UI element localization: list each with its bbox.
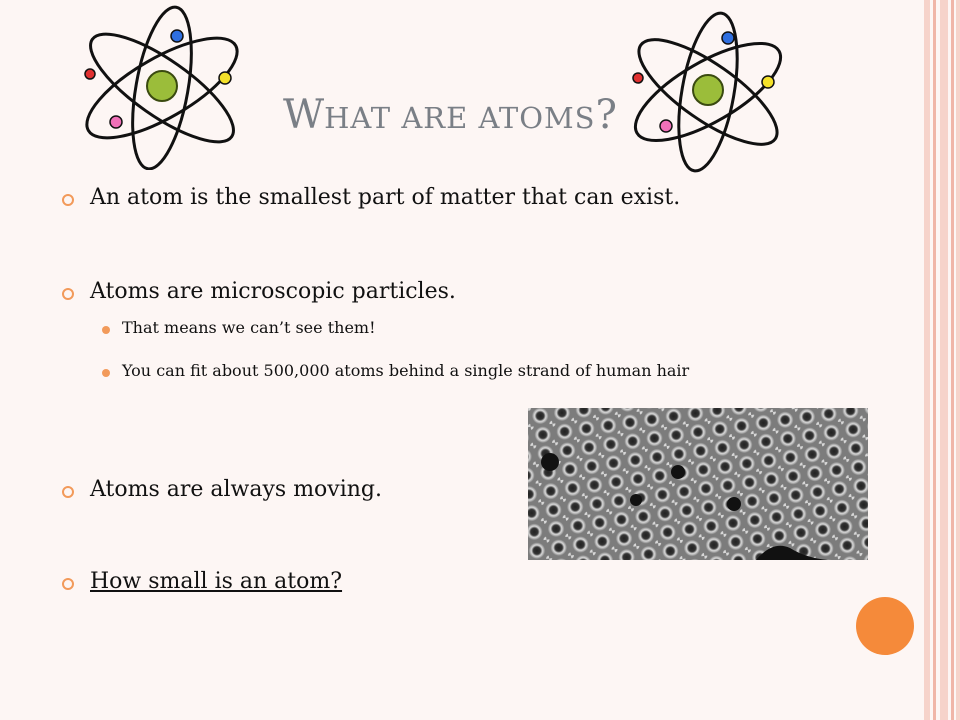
bullet-item <box>62 184 680 212</box>
sub-bullet-marker-icon <box>102 369 110 377</box>
atom-illustration-left <box>70 0 270 170</box>
decorative-circle <box>856 597 914 655</box>
bullet-marker-icon <box>62 194 74 206</box>
bullet-marker-icon <box>62 288 74 300</box>
sub-bullet-text: You can fit about 500,000 atoms behind a single strand of human hair <box>122 361 690 380</box>
sub-bullet-item <box>102 361 842 381</box>
atom-lattice-graphic <box>528 408 868 560</box>
bullet-item-link <box>62 568 342 596</box>
bullet-text: Atoms are always moving. <box>90 477 383 502</box>
title-question-mark: ? <box>595 92 617 138</box>
sub-bullet-marker-icon <box>102 326 110 334</box>
slide-title <box>200 92 700 138</box>
bullet-item <box>62 476 382 504</box>
sub-bullet-item <box>102 318 842 338</box>
title-rest: HAT ARE ATOMS <box>324 101 596 135</box>
slide-border-decoration <box>924 0 960 720</box>
how-small-is-an-atom-link[interactable]: How small is an atom? <box>90 569 343 594</box>
bullet-marker-icon <box>62 486 74 498</box>
bullet-marker-icon <box>62 578 74 590</box>
bullet-text: An atom is the smallest part of matter that can exist. <box>90 185 681 210</box>
atom-illustration-right <box>618 6 808 176</box>
sub-bullet-text: That means we can’t see them! <box>122 318 376 337</box>
atom-microscope-image <box>528 408 868 560</box>
bullet-item <box>62 278 456 306</box>
title-first-letter: W <box>283 92 325 138</box>
bullet-text: Atoms are microscopic particles. <box>90 279 456 304</box>
